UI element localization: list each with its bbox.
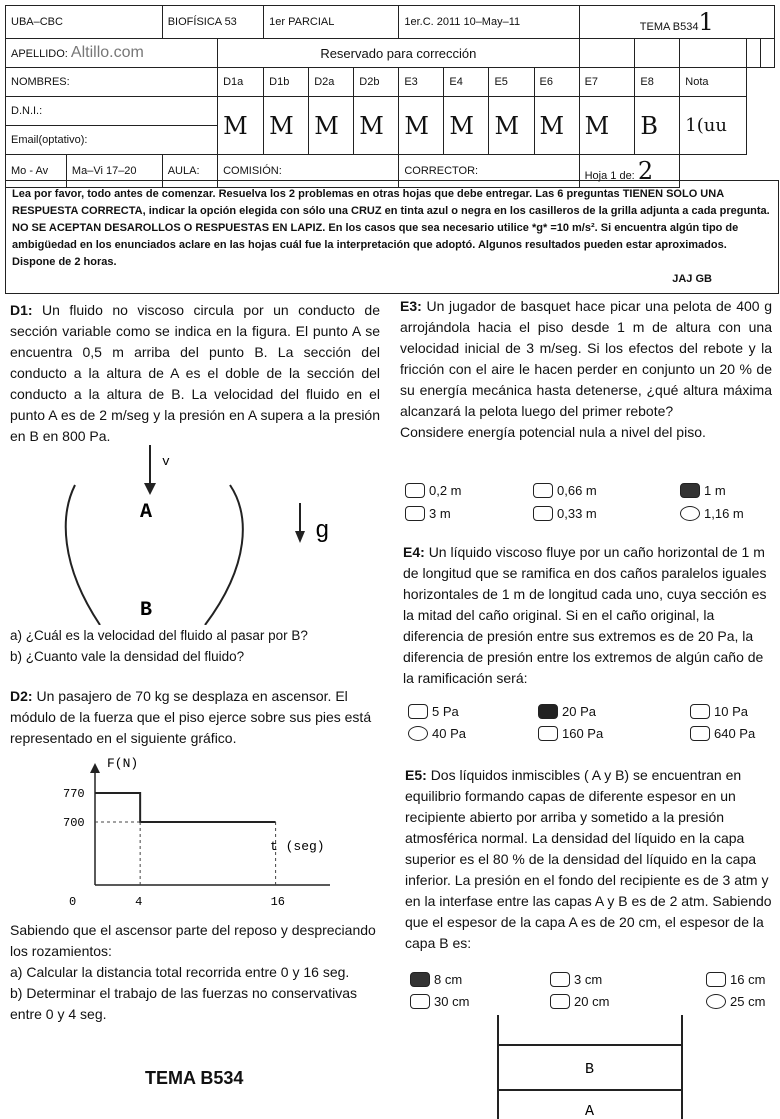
- turno-mo: Mo - Av: [6, 155, 67, 188]
- d2-qa: a) Calcular la distancia total recorrida entre 0 y 16 seg.: [10, 964, 350, 980]
- checkbox-crossed[interactable]: [680, 483, 700, 498]
- col-e4: E4: [444, 68, 489, 97]
- fig-a: A: [140, 501, 153, 524]
- e4-text: Un líquido viscoso fluye por un caño horizontal de 1 m de longitud que se ramifica en dos caños paralelos iguales horizontales de 1 m de longitud cada uno, cuya sección es la mitad del caño original. Si en el caño original, la diferencia de presión entre sus extremos es de 20 Pa, la diferencia de presión entre los extremos de algún caño de la ramificación será:: [403, 544, 767, 686]
- d2-qb: b) Determinar el trabajo de las fuerzas no conservativas entre 0 y 4 seg.: [10, 985, 358, 1022]
- checkbox-circled[interactable]: [408, 726, 428, 741]
- d2-after: Sabiendo que el ascensor parte del reposo y despreciando los rozamientos:: [10, 922, 376, 959]
- checkbox-circled[interactable]: [706, 994, 726, 1009]
- checkbox-crossed[interactable]: [538, 704, 558, 719]
- col-d2b: D2b: [354, 68, 399, 97]
- apellido-value: Altillo.com: [70, 44, 144, 61]
- fig-b: B: [140, 599, 153, 622]
- e4-option-2[interactable]: 20 Pa: [538, 704, 596, 719]
- d2-chart: [40, 745, 340, 905]
- e4-label: E4:: [403, 544, 425, 560]
- header-table: [5, 5, 775, 188]
- e3-option-6[interactable]: 1,16 m: [680, 506, 744, 521]
- col-d1a: D1a: [218, 68, 264, 97]
- col-nota: Nota: [680, 68, 747, 97]
- e4-option-1[interactable]: 5 Pa: [408, 704, 459, 719]
- x-tick-label: 4: [135, 895, 143, 905]
- e4-problem: [403, 542, 773, 689]
- instructions-box: [5, 180, 779, 294]
- grade-nota: 1(uu: [680, 97, 747, 155]
- grade-e7: M: [579, 97, 635, 155]
- col-d2a: D2a: [309, 68, 354, 97]
- checkbox[interactable]: [405, 506, 425, 521]
- apellido-field[interactable]: [6, 39, 218, 68]
- e5-option-4[interactable]: 30 cm: [410, 994, 469, 1009]
- col-e6: E6: [534, 68, 579, 97]
- instructions-text: Lea por favor, todo antes de comenzar. Resuelva los 2 problemas en otras hojas que debe entregar. Las 6 preguntas TIENEN SOLO UNA RESPUESTA CORRECTA, indicar la opción elegida con sólo una CRUZ en tinta azul o negra en los casilleros de la grilla adjunta a cada pregunta. NO SE ACEPTAN DESAROLLOS O RESPUESTAS EN LAPIZ. En los casos que sea necesario utilice *g* =10 m/s². Si encuentra algún tipo de ambigüedad en los enunciados aclare en las hojas cuál fue la interpretación que adoptó. Algunos resultados pueden estar aproximados. Dispone de 2 horas.: [12, 188, 770, 268]
- gravity-arrowhead: [295, 531, 305, 543]
- tema-cell: [579, 6, 774, 39]
- d1-qa: a) ¿Cuál es la velocidad del fluido al pasar por B?: [10, 628, 308, 643]
- e3-option-2[interactable]: 0,66 m: [533, 483, 597, 498]
- tema-label: TEMA B534: [639, 21, 699, 33]
- grade-d2a: M: [309, 97, 354, 155]
- x-tick-label: 0: [69, 895, 77, 905]
- grade-e3: M: [399, 97, 444, 155]
- hoja-value: 2: [637, 157, 654, 185]
- aula-label: AULA:: [162, 155, 217, 188]
- exam-date: 1er.C. 2011 10–May–11: [399, 6, 579, 39]
- d1-problem: [10, 300, 380, 447]
- d1-qb: b) ¿Cuanto vale la densidad del fluido?: [10, 649, 245, 664]
- checkbox[interactable]: [690, 704, 710, 719]
- institution: UBA–CBC: [6, 6, 163, 39]
- turno-ma: Ma–Vi 17–20: [66, 155, 162, 188]
- checkbox[interactable]: [405, 483, 425, 498]
- checkbox-circled[interactable]: [680, 506, 700, 521]
- nombres-label: NOMBRES:: [11, 76, 70, 88]
- y-tick-label: 700: [63, 816, 85, 830]
- initials: JAJ GB: [672, 273, 712, 285]
- checkbox-crossed[interactable]: [410, 972, 430, 987]
- exam-name: 1er PARCIAL: [264, 6, 399, 39]
- d1-questions: [10, 625, 380, 667]
- e3-option-3[interactable]: 1 m: [680, 483, 726, 498]
- grade-e8: B: [635, 97, 680, 155]
- checkbox[interactable]: [533, 483, 553, 498]
- col-e7: E7: [579, 68, 635, 97]
- e5-problem: [405, 765, 775, 954]
- checkbox[interactable]: [706, 972, 726, 987]
- grade-e6: M: [534, 97, 579, 155]
- d1-text: Un fluido no viscoso circula por un conducto de sección variable como se indica en la figura. El punto A se encuentra 0,5 m arriba del punto B. La sección del conducto a la altura de A es el doble de la sección del conducto a la altura de B. La velocidad del fluido en el punto A es de 2 m/seg y la presión en A supera a la presión en B en 800 Pa.: [10, 302, 380, 444]
- e3-option-5[interactable]: 0,33 m: [533, 506, 597, 521]
- dni-field[interactable]: [6, 97, 218, 126]
- email-field[interactable]: [6, 126, 218, 155]
- reservado-label: Reservado para corrección: [218, 39, 579, 68]
- x-tick-label: 16: [270, 895, 286, 905]
- checkbox[interactable]: [538, 726, 558, 741]
- grade-d1a: M: [218, 97, 264, 155]
- col-e3: E3: [399, 68, 444, 97]
- col-d1b: D1b: [264, 68, 309, 97]
- grade-e4: M: [444, 97, 489, 155]
- e4-option-4[interactable]: 40 Pa: [408, 726, 466, 741]
- dni-label: D.N.I.:: [11, 105, 43, 117]
- velocity-arrowhead: [144, 483, 156, 495]
- d2-text: Un pasajero de 70 kg se desplaza en ascensor. El módulo de la fuerza que el piso ejerce sobre sus pies está representado en el siguiente gráfico.: [10, 688, 372, 746]
- e3-option-4[interactable]: 3 m: [405, 506, 451, 521]
- checkbox[interactable]: [550, 972, 570, 987]
- e3-text: Un jugador de basquet hace picar una pelota de 400 g arrojándola hacia el piso desde 1 m de altura con una velocidad inicial de 3 m/seg. Si los efectos del rebote y la fricción con el aire le hacen perder en conjunto un 20 % de su energía mecánica hasta detenerse, ¿qué altura máxima alcanzará la pelota luego del primer rebote?: [400, 298, 773, 419]
- apellido-label: APELLIDO:: [11, 48, 68, 60]
- e3-label: E3:: [400, 298, 422, 314]
- e5-option-2[interactable]: 3 cm: [550, 972, 602, 987]
- col-e5: E5: [489, 68, 534, 97]
- layer-b-label: B: [585, 1061, 595, 1078]
- e5-option-6[interactable]: 25 cm: [706, 994, 765, 1009]
- tema-number: 1: [698, 8, 714, 36]
- y-tick-label: 770: [63, 787, 85, 801]
- grade-e5: M: [489, 97, 534, 155]
- e5-option-3[interactable]: 16 cm: [706, 972, 765, 987]
- e5-label: E5:: [405, 767, 427, 783]
- e5-container-figure: [490, 1015, 690, 1119]
- e3-text2: Considere energía potencial nula a nivel del piso.: [400, 424, 706, 440]
- nombres-field[interactable]: [6, 68, 218, 97]
- d2-questions: [10, 920, 380, 1025]
- e4-option-3[interactable]: 10 Pa: [690, 704, 748, 719]
- pipe-right-wall: [205, 485, 243, 625]
- footer-tema: TEMA B534: [145, 1068, 244, 1088]
- grade-d2b: M: [354, 97, 399, 155]
- e4-option-5[interactable]: 160 Pa: [538, 726, 603, 741]
- subject: BIOFÍSICA 53: [162, 6, 263, 39]
- checkbox[interactable]: [533, 506, 553, 521]
- fig-g: g: [315, 518, 330, 545]
- hoja-label: Hoja 1 de:: [584, 170, 635, 182]
- checkbox[interactable]: [690, 726, 710, 741]
- d2-problem: [10, 686, 380, 749]
- e3-problem: [400, 296, 772, 443]
- d1-figure: [40, 445, 370, 625]
- e3-option-1[interactable]: 0,2 m: [405, 483, 462, 498]
- d2-label: D2:: [10, 688, 33, 704]
- e5-text: Dos líquidos inmiscibles ( A y B) se encuentran en equilibrio formando capas de diferente espesor en un recipiente abierto por arriba y sometido a la presión atmosférica normal. La densidad del líquido en la capa superior es el 80 % de la densidad del líquido en la capa inferior. La presión en el fondo del recipiente es de 3 atm y en la interfase entre las capas A y B es de 2 atm. Sabiendo que el espesor de la capa A es de 20 cm, el espesor de la capa B es:: [405, 767, 772, 951]
- force-line: [95, 793, 276, 822]
- email-label: Email(optativo):: [11, 134, 88, 146]
- checkbox[interactable]: [408, 704, 428, 719]
- grade-d1b: M: [264, 97, 309, 155]
- fig-v: v: [162, 454, 170, 469]
- checkbox[interactable]: [410, 994, 430, 1009]
- layer-a-label: A: [585, 1103, 595, 1119]
- pipe-left-wall: [66, 485, 100, 625]
- d1-label: D1:: [10, 302, 33, 318]
- corrector-label: CORRECTOR:: [399, 155, 579, 188]
- y-axis-arrowhead: [90, 763, 100, 773]
- y-axis-label: F(N): [107, 756, 139, 771]
- e5-option-5[interactable]: 20 cm: [550, 994, 609, 1009]
- e5-option-1[interactable]: 8 cm: [410, 972, 462, 987]
- e4-option-6[interactable]: 640 Pa: [690, 726, 755, 741]
- comision-label: COMISIÓN:: [218, 155, 399, 188]
- checkbox[interactable]: [550, 994, 570, 1009]
- x-axis-label: t (seg): [270, 839, 325, 854]
- col-e8: E8: [635, 68, 680, 97]
